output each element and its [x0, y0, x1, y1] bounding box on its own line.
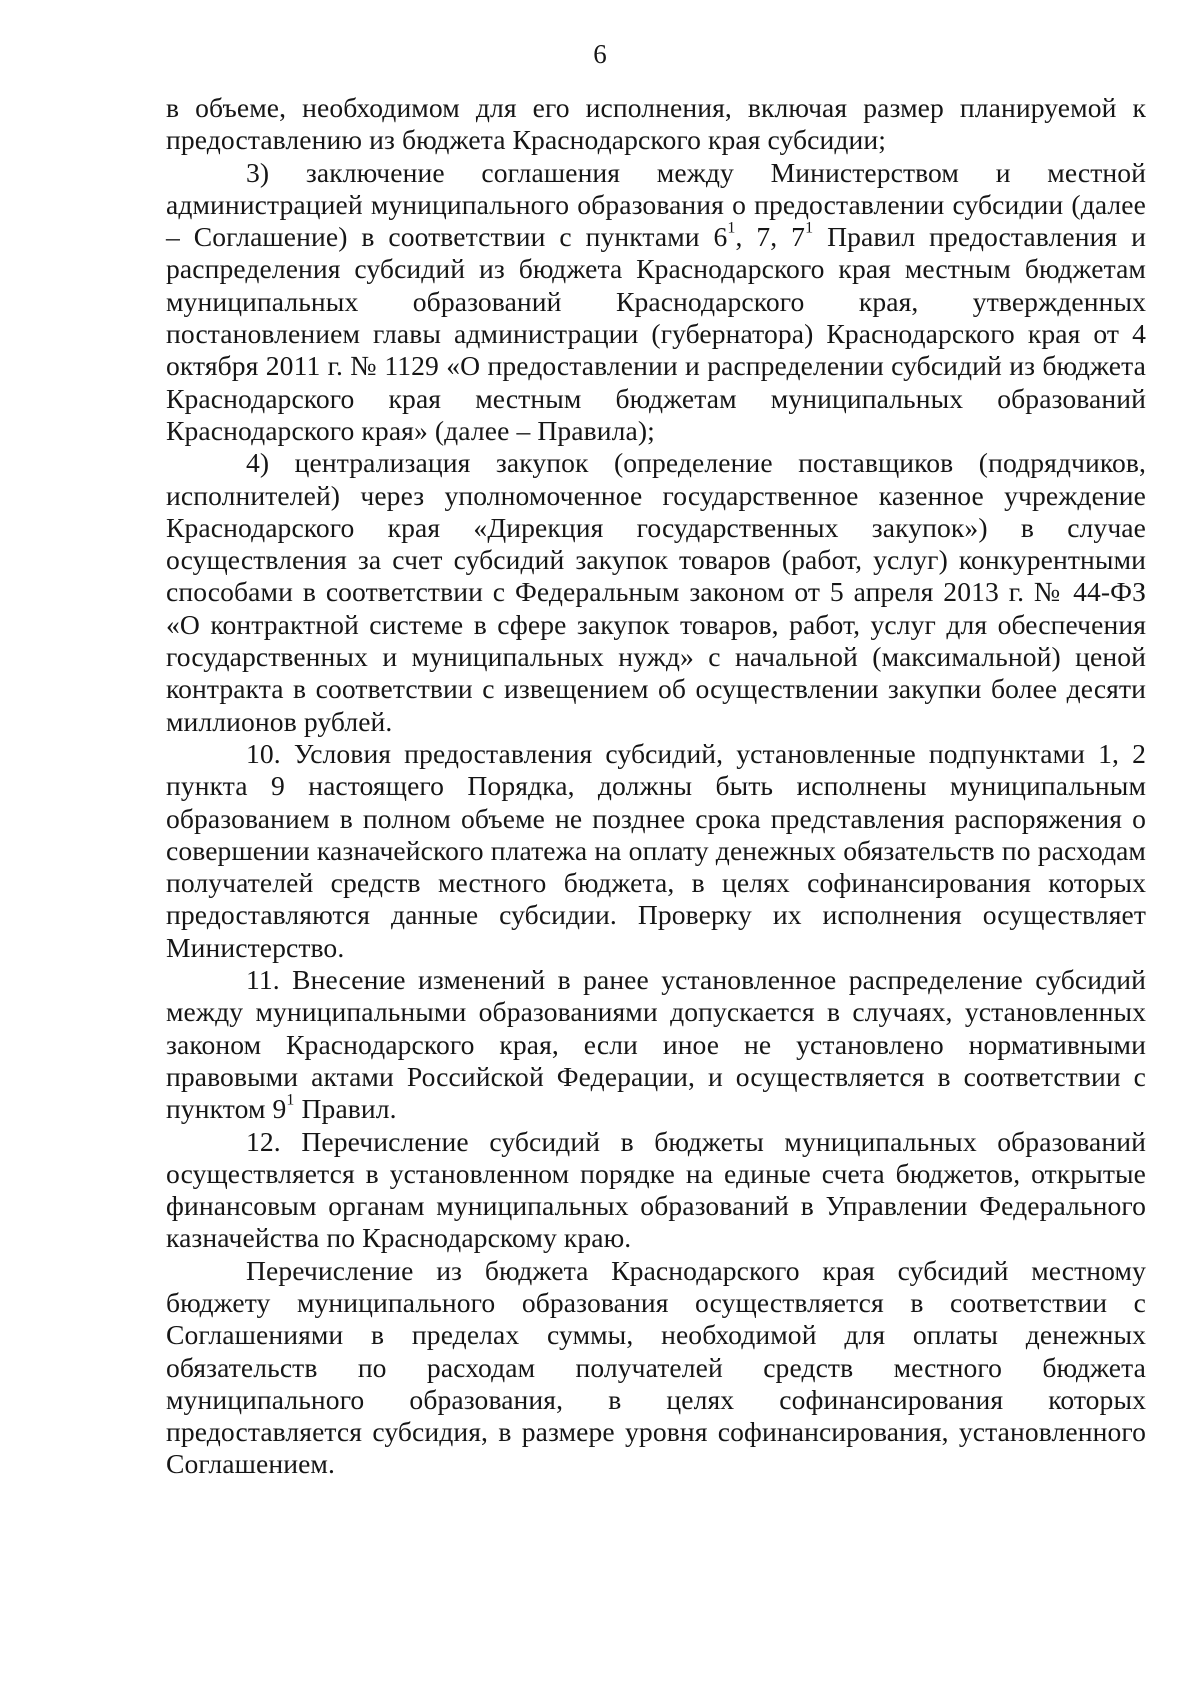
document-body [166, 92, 1146, 1481]
paragraph-transfer-details: Перечисление из бюджета Краснодарского края субсидий местному бюджету муниципального образования осуществляется в соответствии с Соглашениями в пределах суммы, необходимой для оплаты денежных обязательств по расходам получателей средств местного бюджета муниципального образования, в целях софинансирования которых предоставляется субсидия, в размере уровня софинансирования, установленного Соглашением. [166, 1254, 1146, 1480]
paragraph-budget-volume: в объеме, необходимом для его исполнения, включая размер планируемой к предоставлению из бюджета Краснодарского края субсидии; [166, 92, 1146, 156]
paragraph-11-changes: 11. Внесение изменений в ранее установленное распределение субсидий между муниципальными образованиями допускается в случаях, установленных законом Краснодарского края, если иное не установлено нормативными правовыми актами Российской Федерации, и осуществляется в соответствии с пунктом $9^1$ Правил. [166, 964, 1146, 1125]
paragraph-12-transfer: 12. Перечисление субсидий в бюджеты муниципальных образований осуществляется в установленном порядке на единые счета бюджетов, открытые финансовым органам муниципальных образований в Управлении Федерального казначейства по Краснодарскому краю. [166, 1125, 1146, 1254]
page-number: 6 [593, 39, 607, 69]
superscript: 1 [727, 219, 736, 237]
superscript: 1 [286, 1091, 295, 1109]
superscript: 1 [805, 219, 814, 237]
paragraph-item-4-centralization: 4) централизация закупок (определение поставщиков (подрядчиков, исполнителей) через уполномоченное государственное казенное учреждение Краснодарского края «Дирекция государственных закупок») в случае осуществления за счет субсидий закупок товаров (работ, услуг) конкурентными способами в соответствии с Федеральным законом от 5 апреля 2013 г. № 44-ФЗ «О контрактной системе в сфере закупок товаров, работ, услуг для обеспечения государственных и муниципальных нужд» с начальной (максимальной) ценой контракта в соответствии с извещением об осуществлении закупки более десяти миллионов рублей. [166, 447, 1146, 737]
paragraph-10-conditions: 10. Условия предоставления субсидий, установленные подпунктами 1, 2 пункта 9 настоящего Порядка, должны быть исполнены муниципальным образованием в полном объеме не позднее срока представления распоряжения о совершении казначейского платежа на оплату денежных обязательств по расходам получателей средств местного бюджета, в целях софинансирования которых предоставляются данные субсидии. Проверку их исполнения осуществляет Министерство. [166, 737, 1146, 963]
paragraph-item-3-agreement: 3) заключение соглашения между Министерством и местной администрацией муниципального образования о предоставлении субсидии (далее – Соглашение) в соответствии с пунктами $6^1$, 7, $7^1$ Правил предоставления и распределения субсидий из бюджета Краснодарского края местным бюджетам муниципальных образований Краснодарского края, утвержденных постановлением главы администрации (губернатора) Краснодарского края от 4 октября 2011 г. № 1129 «О предоставлении и распределении субсидий из бюджета Краснодарского края местным бюджетам муниципальных образований Краснодарского края» (далее – Правила); [166, 156, 1146, 446]
